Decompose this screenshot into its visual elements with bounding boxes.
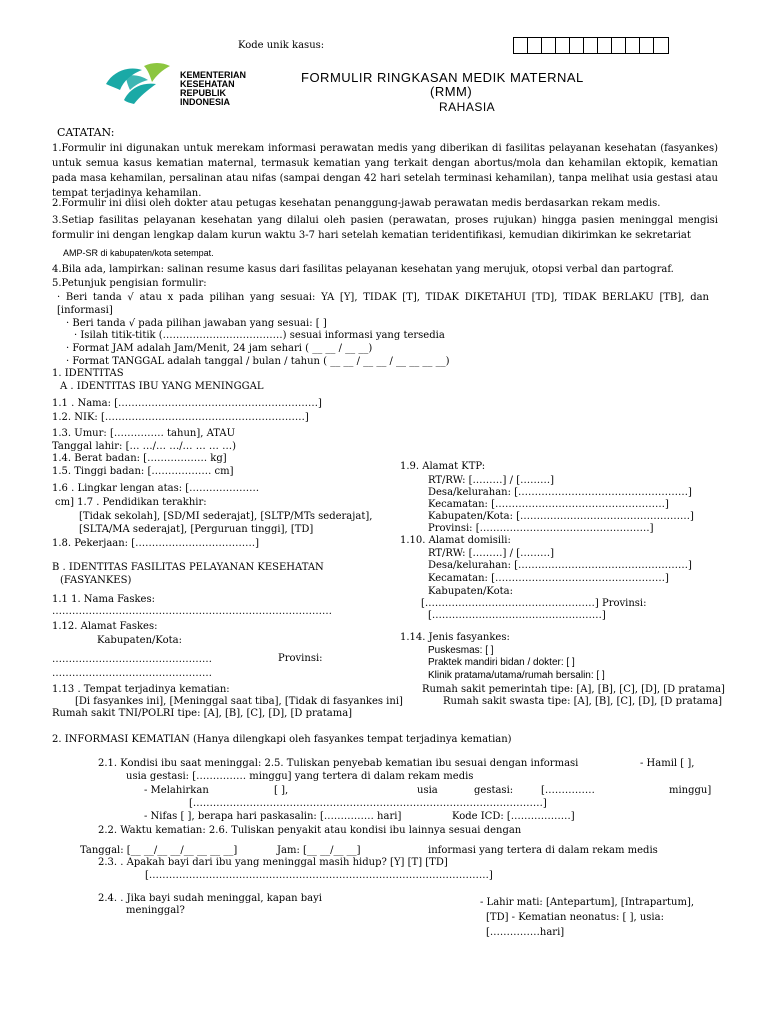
catatan-item-3b: AMP-SR di kabupaten/kota setempat. (63, 248, 214, 258)
catatan-item-5: 5.Petunjuk pengisian formulir: (52, 278, 207, 289)
nama-faskes-label: 1.1 1. Nama Faskes: (52, 594, 155, 605)
option-hamil[interactable]: - Hamil [ ], (640, 758, 695, 769)
rahasia-label: RAHASIA (439, 100, 496, 114)
petunjuk-2: · Beri tanda √ pada pilihan jawaban yang sesuai: [ ] (66, 318, 327, 329)
pendidikan-options-1[interactable]: [Tidak sekolah], [SD/MI sederajat], [SLTP/MTs sederajat], (79, 511, 373, 522)
usia-gestasi-field[interactable]: usia gestasi: […………… minggu] yang tertera di dalam rekam medis (126, 771, 474, 782)
bayi-meninggal-question-2: meninggal? (126, 905, 185, 916)
domisili-kabupaten-label: Kabupaten/Kota: (428, 586, 513, 597)
option-puskesmas[interactable]: Puskesmas: [ ] (428, 645, 494, 656)
faskes-kabupaten-field[interactable]: ………………………………………… (52, 654, 212, 665)
kode-unik-label: Kode unik kasus: (238, 40, 325, 51)
domisili-provinsi[interactable]: [……………………………………………] (428, 610, 606, 621)
melahirkan-minggu: minggu] (669, 785, 712, 796)
kode-box[interactable] (570, 38, 584, 53)
field-pendidikan: cm] 1.7 . Pendidikan terakhir: (55, 497, 207, 508)
tempat-kematian-options[interactable]: [Di fasyankes ini], [Meninggal saat tiba], [Tidak di fasyankes ini] (75, 696, 403, 707)
petunjuk-1: · Beri tanda √ atau x pada pilihan yang sesuai: YA [Y], TIDAK [T], TIDAK DIKETAHUI [TD], TIDAK BERLAKU [TB], dan [informasi] (57, 292, 709, 316)
kode-box[interactable] (556, 38, 570, 53)
ktp-desa[interactable]: Desa/kelurahan: [……………………………………………] (428, 487, 692, 498)
penyakit-lain-field[interactable]: […………………………………………………………………………………………] (145, 870, 493, 881)
catatan-heading: CATATAN: (57, 126, 115, 139)
petunjuk-3: · Isilah titik-titik (………………………………) sesuai informasi yang tersedia (74, 330, 445, 341)
nama-faskes-field[interactable]: ………………………………………………………………………… (52, 606, 332, 617)
kode-unik-boxes[interactable] (513, 37, 669, 54)
field-tinggi-badan[interactable]: 1.5. Tinggi badan: [……………… cm] (52, 466, 234, 477)
kode-box[interactable] (654, 38, 668, 53)
pendidikan-options-2[interactable]: [SLTA/MA sederajat], [Perguruan tinggi], [TD] (79, 524, 314, 535)
rs-tni-polri-options[interactable]: Rumah sakit TNI/POLRI tipe: [A], [B], [C], [D], [D pratama] (52, 708, 353, 719)
field-pekerjaan[interactable]: 1.8. Pekerjaan: [………………………………] (52, 538, 260, 549)
rs-pemerintah-options[interactable]: Rumah sakit pemerintah tipe: [A], [B], [C], [D], [D pratama] (422, 684, 725, 695)
kode-box[interactable] (640, 38, 654, 53)
domisili-desa[interactable]: Desa/kelurahan: [……………………………………………] (428, 560, 692, 571)
catatan-item-4: 4.Bila ada, lampirkan: salinan resume kasus dari fasilitas pelayanan kesehatan yang merujuk, otopsi verbal dan partograf. (52, 264, 674, 275)
ktp-rt-rw[interactable]: RT/RW: [………] / [………] (428, 475, 554, 486)
kode-box[interactable] (626, 38, 640, 53)
petunjuk-4: · Format JAM adalah Jam/Menit, 24 jam sehari ( __ __ / __ __) (66, 343, 373, 354)
domisili-rt-rw[interactable]: RT/RW: [………] / [………] (428, 548, 554, 559)
identitas-heading: 1. IDENTITAS (52, 368, 124, 379)
ktp-kecamatan[interactable]: Kecamatan: [……………………………………………] (428, 499, 669, 510)
fasyankes-heading: B . IDENTITAS FASILITAS PELAYANAN KESEHATAN (52, 562, 324, 573)
alamat-ktp-heading: 1.9. Alamat KTP: (400, 461, 486, 472)
melahirkan-gestasi-field[interactable]: […………… (541, 785, 595, 796)
catatan-item-1: 1.Formulir ini digunakan untuk merekam informasi perawatan medis yang diberikan di fasilitas pelayanan kesehatan (fasyankes) untuk semua kasus kematian maternal, termasuk kematian yang terkait dengan abortus/mola dan kehamilan ektopik, kematian pada masa kehamilan, persalinan atau nifas (sampai dengan 42 hari setelah terminasi kehamilan), tanpa melihat usia gestasi atau tempat terjadinya kehamilan. (52, 143, 718, 199)
fasyankes-heading-2: (FASYANKES) (60, 575, 132, 586)
alamat-faskes-label: 1.12. Alamat Faskes: (52, 621, 158, 632)
alamat-domisili-heading: 1.10. Alamat domisili: (400, 535, 511, 546)
informasi-kematian-heading: 2. INFORMASI KEMATIAN (Hanya dilengkapi oleh fasyankes tempat terjadinya kematian) (52, 734, 512, 745)
field-umur[interactable]: 1.3. Umur: […………… tahun], ATAU (52, 428, 236, 439)
field-tanggal-lahir[interactable]: Tanggal lahir: [… …/… …/… … … …) (52, 441, 236, 452)
bayi-meninggal-question: 2.4. . Jika bayi sudah meninggal, kapan bayi (98, 893, 322, 904)
bayi-hidup-question[interactable]: 2.3. . Apakah bayi dari ibu yang meninggal masih hidup? [Y] [T] [TD] (98, 857, 448, 868)
form-title-rmm: (RMM) (430, 84, 473, 99)
tempat-kematian-label: 1.13 . Tempat terjadinya kematian: (52, 684, 230, 695)
ktp-kabupaten[interactable]: Kabupaten/Kota: [……………………………………………] (428, 511, 694, 522)
melahirkan-gestasi: gestasi: (474, 785, 514, 796)
kode-box[interactable] (528, 38, 542, 53)
kondisi-ibu-label: 2.1. Kondisi ibu saat meninggal: 2.5. Tuliskan penyebab kematian ibu sesuai dengan informasi (98, 758, 579, 769)
logo-text-2: KESEHATAN (180, 79, 235, 89)
rs-swasta-options[interactable]: Rumah sakit swasta tipe: [A], [B], [C], [D], [D pratama] (443, 696, 723, 707)
kode-box[interactable] (598, 38, 612, 53)
kode-box[interactable] (514, 38, 528, 53)
logo-text-4: INDONESIA (180, 97, 231, 107)
catatan-item-3: 3.Setiap fasilitas pelayanan kesehatan yang dilalui oleh pasien (perawatan, proses rujukan) hingga pasien meninggal mengisi formulir ini dengan lengkap dalam kurun waktu 3-7 hari setelah kematian teridentifikasi, kemudian dikirimkan ke sekretariat (52, 215, 718, 241)
jam-kematian-field[interactable]: Jam: [__ __/__ __] (277, 845, 361, 856)
logo-text-1: KEMENTERIAN (180, 70, 247, 80)
faskes-provinsi-label: Provinsi: (278, 653, 323, 664)
melahirkan-bracket[interactable]: [ ], (274, 785, 289, 796)
jenis-fasyankes-heading: 1.14. Jenis fasyankes: (400, 632, 510, 643)
kode-box[interactable] (542, 38, 556, 53)
faskes-kabupaten-label: Kabupaten/Kota: (97, 635, 182, 646)
info-rekam-medis: informasi yang tertera di dalam rekam medis (428, 845, 658, 856)
domisili-kabupaten-provinsi[interactable]: [……………………………………………] Provinsi: (421, 598, 647, 609)
field-nik[interactable]: 1.2. NIK: [……………………………………………………] (52, 412, 309, 423)
option-melahirkan[interactable]: - Melahirkan (144, 785, 209, 796)
ktp-provinsi[interactable]: Provinsi: [……………………………………………] (428, 523, 654, 534)
option-praktek-mandiri[interactable]: Praktek mandiri bidan / dokter: [ ] (428, 657, 575, 668)
field-lingkar-lengan[interactable]: 1.6 . Lingkar lengan atas: [………………… (52, 483, 260, 494)
kemenkes-logo-icon (104, 60, 174, 106)
option-nifas[interactable]: - Nifas [ ], berapa hari paskasalin: […………… hari] (144, 811, 402, 822)
logo-text-3: REPUBLIK (180, 88, 227, 98)
identitas-ibu-heading: A . IDENTITAS IBU YANG MENINGGAL (60, 381, 264, 392)
option-lahir-mati[interactable]: - Lahir mati: [Antepartum], [Intrapartum], (480, 897, 695, 908)
kode-box[interactable] (612, 38, 626, 53)
waktu-kematian-label: 2.2. Waktu kematian: 2.6. Tuliskan penyakit atau kondisi ibu lainnya sesuai dengan (98, 825, 522, 836)
petunjuk-5: · Format TANGGAL adalah tanggal / bulan / tahun ( __ __ / __ __ / __ __ __ __) (66, 356, 450, 367)
tanggal-kematian-field[interactable]: Tanggal: [__ __/__ __/__ __ __ __] (80, 845, 238, 856)
option-kematian-neonatus[interactable]: [TD] - Kematian neonatus: [ ], usia: (486, 912, 664, 923)
catatan-item-2: 2.Formulir ini diisi oleh dokter atau petugas kesehatan penanggung-jawab perawatan medis berdasarkan rekam medis. (52, 198, 661, 209)
neonatus-hari-field[interactable]: [……………hari] (486, 927, 565, 938)
kode-box[interactable] (584, 38, 598, 53)
kode-icd-field[interactable]: Kode ICD: [………………] (452, 811, 575, 822)
penyebab-kematian-field[interactable]: [……………………………………………………………………………………………] (189, 798, 547, 809)
form-title: FORMULIR RINGKASAN MEDIK MATERNAL (301, 70, 584, 85)
field-nama[interactable]: 1.1 . Nama: [……………………………………………………] (52, 398, 322, 409)
field-berat-badan[interactable]: 1.4. Berat badan: [……………… kg] (52, 453, 227, 464)
faskes-provinsi-field[interactable]: ………………………………………… (52, 668, 212, 679)
option-klinik[interactable]: Klinik pratama/utama/rumah bersalin: [ ] (428, 670, 605, 681)
melahirkan-usia: usia (417, 785, 438, 796)
domisili-kecamatan[interactable]: Kecamatan: [……………………………………………] (428, 573, 669, 584)
